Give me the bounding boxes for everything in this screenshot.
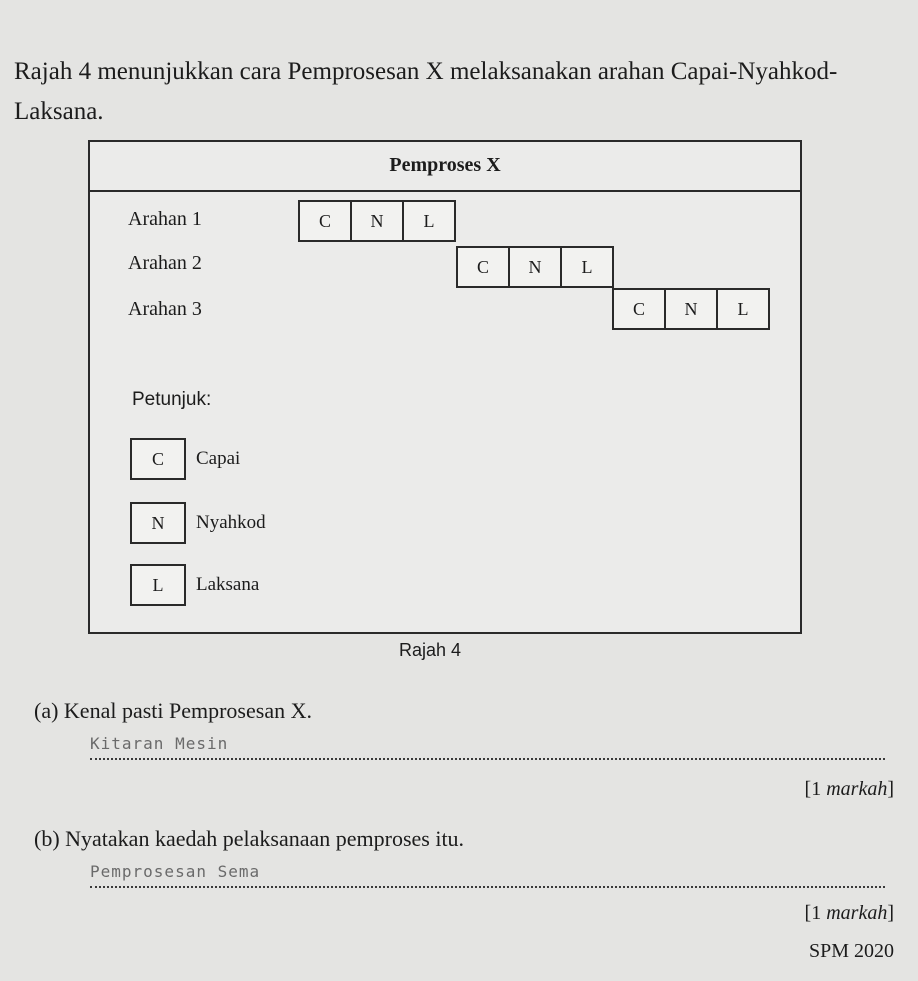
marks-b-word: markah: [826, 902, 888, 924]
stage-cell-execute: L: [737, 298, 749, 319]
marks-b-prefix: [1: [804, 902, 827, 924]
marks-b-suffix: ]: [887, 902, 894, 924]
stage-cell-fetch: C: [300, 202, 352, 240]
marks-b: [805, 902, 894, 925]
marks-a-prefix: [1: [804, 778, 827, 800]
legend-item-capai: [130, 438, 240, 480]
stage-cell-execute: L: [423, 210, 435, 231]
instruction-3-stages: [612, 288, 770, 330]
instruction-1-stages: [298, 200, 456, 242]
answer-a-handwriting: Kitaran Mesin: [90, 734, 229, 753]
question-b: (b) Nyatakan kaedah pelaksanaan pemproses itu.: [34, 826, 465, 851]
answer-b-handwriting: Pemprosesan Sema: [90, 862, 261, 881]
stage-cell-decode: N: [510, 248, 562, 286]
instruction-2-label: Arahan 2: [128, 252, 202, 274]
legend-code: N: [130, 502, 186, 544]
stage-cell-fetch: C: [458, 248, 510, 286]
legend-item-nyahkod: [130, 502, 266, 544]
diagram-title: Pemproses X: [389, 154, 501, 176]
diagram-caption: Rajah 4: [398, 640, 462, 660]
answer-line-a[interactable]: [90, 734, 885, 760]
legend-code: L: [130, 564, 186, 606]
instruction-1-label: Arahan 1: [128, 208, 202, 230]
legend-title: Petunjuk:: [132, 389, 212, 410]
diagram-header: [90, 142, 800, 192]
stage-cell-execute: L: [581, 256, 593, 277]
legend-label: Laksana: [196, 574, 260, 595]
intro-line-2: Laksana.: [14, 98, 104, 125]
marks-a-suffix: ]: [887, 778, 894, 800]
legend-label: Nyahkod: [196, 512, 266, 533]
marks-a: [805, 778, 894, 801]
question-a: (a) Kenal pasti Pemprosesan X.: [34, 698, 312, 723]
marks-a-word: markah: [826, 778, 888, 800]
intro-text: [14, 52, 894, 132]
exam-label: SPM 2020: [808, 940, 894, 962]
answer-line-b[interactable]: [90, 862, 885, 888]
stage-cell-fetch: C: [614, 290, 666, 328]
stage-cell-decode: N: [352, 202, 404, 240]
legend-item-laksana: [130, 564, 259, 606]
stage-cell-decode: N: [666, 290, 718, 328]
instruction-2-stages: [456, 246, 614, 288]
intro-line-1: Rajah 4 menunjukkan cara Pemprosesan X melaksanakan arahan Capai-Nyahkod-: [14, 58, 838, 85]
legend-label: Capai: [196, 448, 241, 469]
diagram-frame: [88, 140, 802, 634]
instruction-3-label: Arahan 3: [128, 298, 202, 320]
legend-code: C: [130, 438, 186, 480]
